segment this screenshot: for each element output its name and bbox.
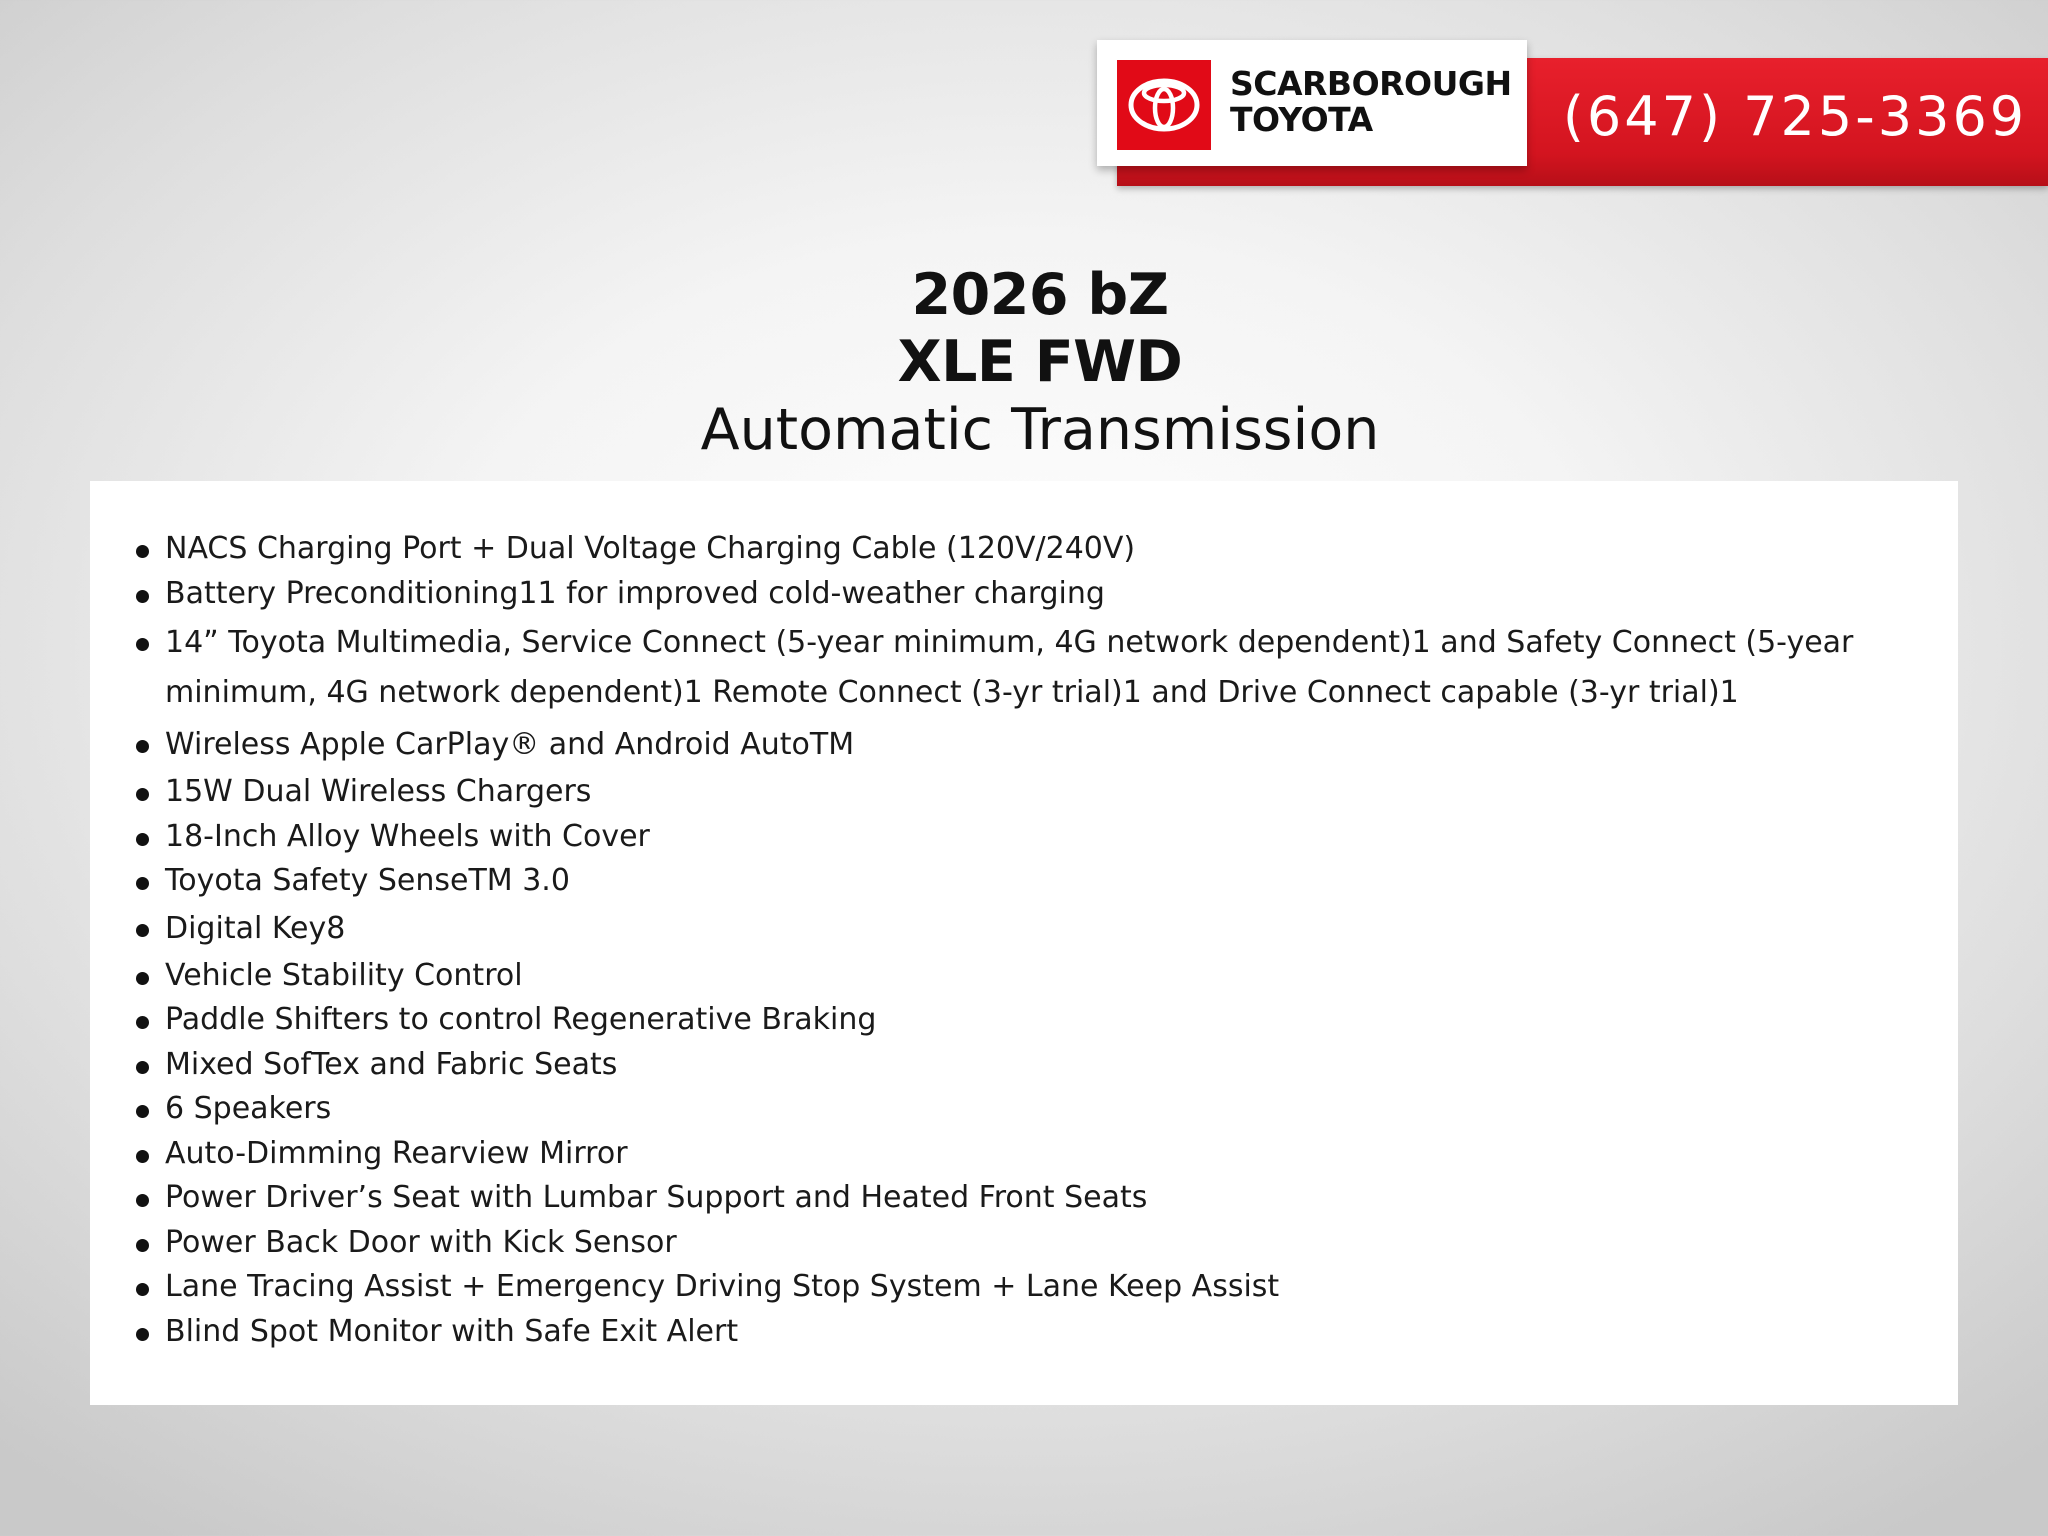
- dealer-name-line1: SCARBOROUGH: [1230, 64, 1512, 103]
- feature-item: Paddle Shifters to control Regenerative Braking: [136, 998, 1916, 1043]
- feature-item: Lane Tracing Assist + Emergency Driving Stop System + Lane Keep Assist: [136, 1265, 1916, 1310]
- feature-item: Power Back Door with Kick Sensor: [136, 1221, 1916, 1266]
- feature-item: Toyota Safety SenseTM 3.0: [136, 859, 1916, 904]
- dealer-phone-number[interactable]: (647) 725-3369: [1562, 85, 2028, 148]
- dealer-name: [1230, 66, 1512, 138]
- feature-item: 6 Speakers: [136, 1087, 1916, 1132]
- feature-item: Digital Key8: [136, 904, 1916, 954]
- features-panel: [90, 481, 1958, 1405]
- model-year-title: 2026 bZ: [911, 262, 1169, 328]
- feature-item: 14” Toyota Multimedia, Service Connect (5-year minimum, 4G network dependent)1 and Safety Connect (5-year minimum, 4G network dependent)1 Remote Connect (3-yr trial)1 and Drive Connect capable (3-yr trial)1: [136, 616, 1916, 720]
- feature-item: Mixed SofTex and Fabric Seats: [136, 1043, 1916, 1088]
- feature-item: 18-Inch Alloy Wheels with Cover: [136, 815, 1916, 860]
- feature-item: Battery Preconditioning11 for improved cold-weather charging: [136, 572, 1916, 617]
- vehicle-title: [0, 262, 2048, 464]
- feature-item: 15W Dual Wireless Chargers: [136, 770, 1916, 815]
- feature-item: Power Driver’s Seat with Lumbar Support and Heated Front Seats: [136, 1176, 1916, 1221]
- trim-title: XLE FWD: [897, 329, 1183, 395]
- feature-item: Vehicle Stability Control: [136, 954, 1916, 999]
- features-list: [136, 527, 1916, 1354]
- feature-item: Blind Spot Monitor with Safe Exit Alert: [136, 1310, 1916, 1355]
- toyota-emblem-icon: [1117, 60, 1211, 150]
- feature-item: Wireless Apple CarPlay® and Android AutoTM: [136, 720, 1916, 770]
- feature-item: NACS Charging Port + Dual Voltage Charging Cable (120V/240V): [136, 527, 1916, 572]
- feature-item: Auto-Dimming Rearview Mirror: [136, 1132, 1916, 1177]
- dealer-logo[interactable]: [1097, 40, 1527, 166]
- dealer-name-line2: TOYOTA: [1230, 100, 1373, 139]
- transmission-title: Automatic Transmission: [700, 397, 1380, 463]
